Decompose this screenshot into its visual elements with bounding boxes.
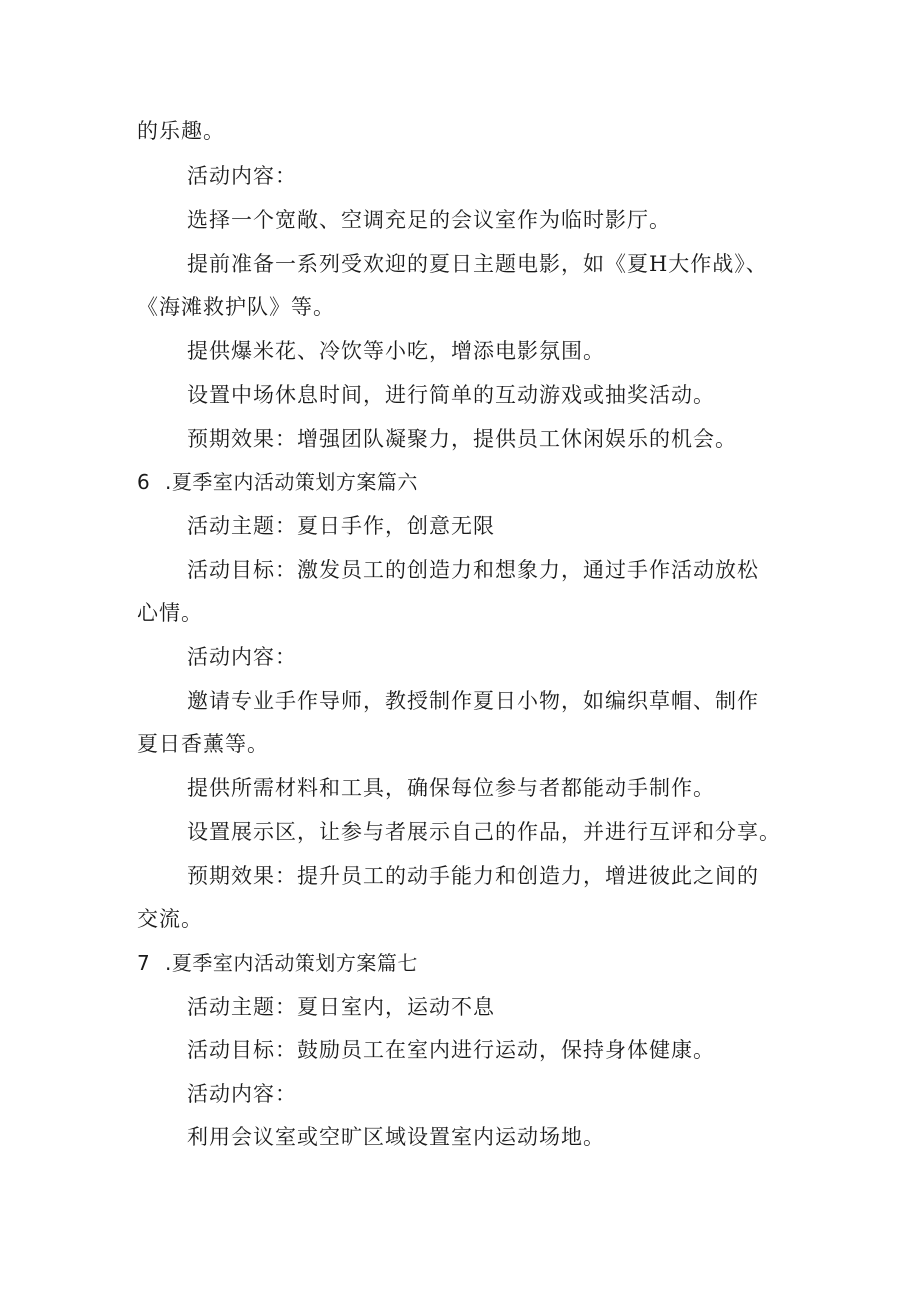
section-title: .夏季室内活动策划方案篇七 — [165, 951, 418, 975]
paragraph-line: 预期效果：增强团队凝聚力，提供员工休闲娱乐的机会。 — [187, 427, 737, 451]
paragraph-line: 提前准备一系列受欢迎的夏日主题电影，如《夏H大作战》、 — [187, 252, 768, 276]
paragraph-line: 预期效果：提升员工的动手能力和创造力，增进彼此之间的 — [187, 864, 759, 888]
section-number: 7 — [137, 951, 151, 975]
section-title: .夏季室内活动策划方案篇六 — [165, 470, 418, 494]
section-heading-7 — [137, 948, 797, 978]
paragraph-line: 交流。 — [137, 907, 203, 931]
paragraph-line: 利用会议室或空旷区域设置室内运动场地。 — [187, 1125, 605, 1149]
paragraph-line: 设置中场休息时间，进行简单的互动游戏或抽奖活动。 — [187, 383, 715, 407]
paragraph-line: 《海滩救护队》等。 — [137, 295, 335, 319]
paragraph-line: 活动主题：夏日手作，创意无限 — [187, 514, 495, 538]
paragraph-line: 提供所需材料和工具，确保每位参与者都能动手制作。 — [187, 776, 715, 800]
paragraph-line: 活动内容： — [187, 645, 297, 669]
paragraph-line: 心情。 — [137, 601, 203, 625]
paragraph-line: 活动主题：夏日室内，运动不息 — [187, 995, 495, 1019]
paragraph-line: 选择一个宽敞、空调充足的会议室作为临时影厅。 — [187, 208, 671, 232]
paragraph-line: 邀请专业手作导师，教授制作夏日小物，如编织草帽、制作 — [187, 689, 759, 713]
paragraph-line: 设置展示区，让参与者展示自己的作品，并进行互评和分享。 — [187, 820, 781, 844]
paragraph-line: 活动内容： — [187, 164, 297, 188]
paragraph-line: 提供爆米花、冷饮等小吃，增添电影氛围。 — [187, 339, 605, 363]
section-number: 6 — [137, 470, 151, 494]
paragraph-line: 活动内容： — [187, 1082, 297, 1106]
section-heading-6 — [137, 467, 797, 497]
paragraph-line: 活动目标：激发员工的创造力和想象力，通过手作活动放松 — [187, 558, 759, 582]
paragraph-line: 活动目标：鼓励员工在室内进行运动，保持身体健康。 — [187, 1038, 715, 1062]
paragraph-line: 夏日香薰等。 — [137, 732, 269, 756]
paragraph-line: 的乐趣。 — [137, 119, 225, 143]
